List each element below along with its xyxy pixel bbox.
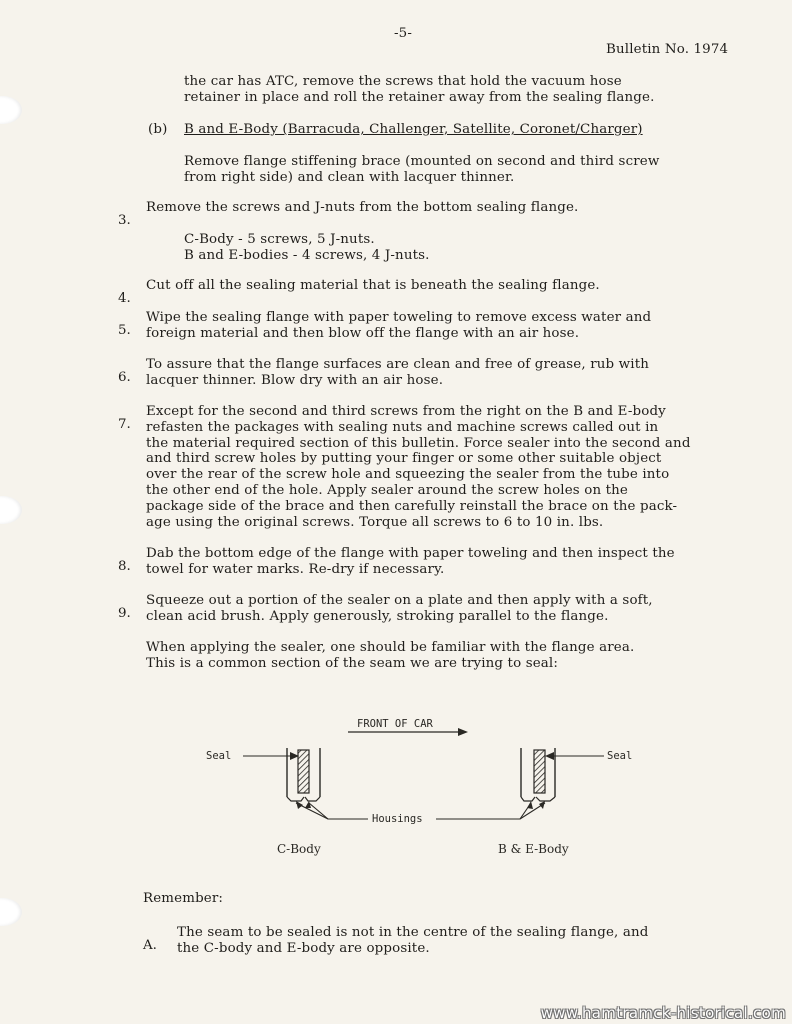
step-5-text: Wipe the sealing flange with paper toweling to remove excess water and foreign material and then blow off the flange with an air hose. bbox=[146, 310, 652, 341]
step-8-number: 8. bbox=[118, 559, 131, 575]
watermark: www.hamtramck-historical.com bbox=[540, 1004, 786, 1022]
remember-heading: Remember: bbox=[143, 891, 224, 906]
step-7-number: 7. bbox=[118, 417, 131, 433]
item-b-text: Remove flange stiffening brace (mounted on second and third screw from right side) and clean with lacquer thinner. bbox=[184, 154, 660, 185]
front-of-car-label: FRONT OF CAR bbox=[357, 718, 433, 730]
remember-a-text: The seam to be sealed is not in the centre of the sealing flange, and the C-body and E-body are opposite. bbox=[177, 925, 649, 956]
step-6-text: To assure that the flange surfaces are clean and free of grease, rub with lacquer thinner. Blow dry with an air hose. bbox=[146, 357, 649, 388]
seal-right-label: Seal bbox=[607, 750, 633, 762]
be-body-seal bbox=[534, 750, 545, 793]
punch-hole-bottom bbox=[0, 898, 22, 926]
punch-hole-top bbox=[0, 96, 22, 124]
c-body-label: C-Body bbox=[277, 842, 321, 856]
step-9-number: 9. bbox=[118, 606, 131, 622]
item-b-label: (b) bbox=[148, 122, 168, 137]
bulletin-number: Bulletin No. 1974 bbox=[606, 42, 729, 57]
step-9-text: Squeeze out a portion of the sealer on a plate and then apply with a soft, clean acid brush. Apply generously, stroking parallel to the flange. bbox=[146, 593, 653, 624]
be-body-label: B & E-Body bbox=[498, 842, 569, 856]
step-5-number: 5. bbox=[118, 323, 131, 339]
remember-a-label: A. bbox=[143, 938, 157, 954]
step-8-text: Dab the bottom edge of the flange with paper toweling and then inspect the towel for water marks. Re-dry if necessary. bbox=[146, 546, 675, 577]
step-4-number: 4. bbox=[118, 291, 131, 307]
item-b-heading: B and E-Body (Barracuda, Challenger, Satellite, Coronet/Charger) bbox=[184, 122, 643, 137]
page-number: -5- bbox=[394, 26, 413, 41]
step-6-number: 6. bbox=[118, 370, 131, 386]
housings-label: Housings bbox=[372, 813, 423, 825]
punch-hole-middle bbox=[0, 496, 22, 524]
step-3-number: 3. bbox=[118, 213, 131, 229]
step-3-text: Remove the screws and J-nuts from the bottom sealing flange. bbox=[146, 200, 579, 215]
intro-continuation: the car has ATC, remove the screws that hold the vacuum hose retainer in place and roll the retainer away from the sealing flange. bbox=[184, 74, 655, 105]
step-4-text: Cut off all the sealing material that is beneath the sealing flange. bbox=[146, 278, 600, 293]
step-7-text: Except for the second and third screws from the right on the B and E-body refasten the packages with sealing nuts and machine screws called out in the material required section of this bulletin. Force sealer into the second and and third screw holes by putting your finger or some other suitable object over the rear of the screw hole and squeezing the sealer from the tube into the other end of the hole. Apply sealer around the screw holes on the package side of the brace and then carefully reinstall the brace on the pack- age using the original screws. Torque all screws to 6 to 10 in. lbs. bbox=[146, 404, 691, 530]
seal-left-label: Seal bbox=[206, 750, 232, 762]
c-body-seal bbox=[298, 750, 309, 793]
flange-diagram bbox=[0, 700, 792, 900]
step-9-sub: When applying the sealer, one should be familiar with the flange area. This is a common section of the seam we are trying to seal: bbox=[146, 640, 635, 671]
step-3-sub: C-Body - 5 screws, 5 J-nuts. B and E-bodies - 4 screws, 4 J-nuts. bbox=[184, 232, 430, 263]
